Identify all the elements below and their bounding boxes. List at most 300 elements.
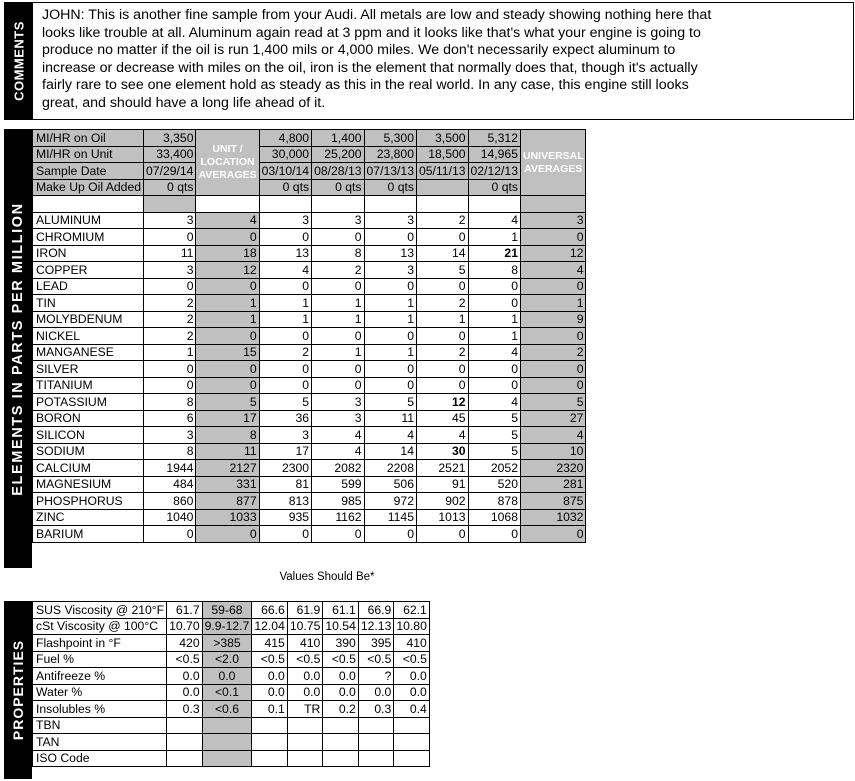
element-value: 1040 (144, 509, 196, 526)
element-value: 5 (416, 262, 468, 279)
property-value: <0.5 (167, 651, 203, 668)
property-value: <2.0 (202, 651, 252, 668)
element-value: 4 (312, 427, 364, 444)
property-value: <0.5 (252, 651, 288, 668)
property-value: 410 (394, 635, 430, 652)
element-value: 1 (520, 295, 585, 312)
element-value: 2320 (520, 460, 585, 477)
property-value: TR (287, 701, 323, 718)
sample-value: 30,000 (259, 146, 311, 163)
spacer-cell (416, 196, 468, 213)
element-value: 0 (144, 278, 196, 295)
property-value: 0.0 (167, 668, 203, 685)
element-value: 3 (259, 427, 311, 444)
element-value: 3 (312, 212, 364, 229)
spacer-cell (144, 196, 196, 213)
element-value: 4 (416, 427, 468, 444)
element-value: 0 (520, 328, 585, 345)
element-value: 45 (416, 410, 468, 427)
element-value: 484 (144, 476, 196, 493)
properties-table (32, 601, 430, 767)
element-value: 0 (364, 229, 416, 246)
element-value: 36 (259, 410, 311, 427)
element-row (33, 295, 586, 312)
element-value: 2 (144, 295, 196, 312)
element-value: 4 (196, 212, 259, 229)
element-value: 4 (259, 262, 311, 279)
header-row (33, 163, 586, 180)
spacer-cell (520, 196, 585, 213)
element-value: 0 (364, 361, 416, 378)
element-value: 30 (416, 443, 468, 460)
property-value: <0.5 (287, 651, 323, 668)
property-value: 410 (287, 635, 323, 652)
sample-value: 0 qts (259, 179, 311, 196)
property-name: TAN (33, 734, 167, 751)
elements-side-label: ELEMENTS IN PARTS PER MILLION (10, 201, 26, 496)
property-value (287, 717, 323, 734)
element-value: 0 (364, 328, 416, 345)
property-value (167, 734, 203, 751)
element-value: 0 (312, 278, 364, 295)
element-value: 0 (520, 526, 585, 543)
property-value: 0.3 (167, 701, 203, 718)
element-name: ALUMINUM (33, 212, 144, 229)
sample-value: 33,400 (144, 146, 196, 163)
property-value (323, 734, 359, 751)
element-value: 0 (196, 361, 259, 378)
property-value: 10.70 (167, 618, 203, 635)
element-value: 1145 (364, 509, 416, 526)
element-value: 2 (416, 212, 468, 229)
element-value: 12 (196, 262, 259, 279)
element-value: 91 (416, 476, 468, 493)
element-value: 0 (520, 278, 585, 295)
element-value: 3 (520, 212, 585, 229)
element-value: 6 (144, 410, 196, 427)
element-name: LEAD (33, 278, 144, 295)
element-name: MOLYBDENUM (33, 311, 144, 328)
element-value: 2208 (364, 460, 416, 477)
sample-value: 0 qts (364, 179, 416, 196)
property-value: 0.0 (323, 684, 359, 701)
sample-value: 14,965 (468, 146, 520, 163)
property-value: 0.0 (167, 684, 203, 701)
element-value: 4 (468, 344, 520, 361)
element-value: 0 (468, 377, 520, 394)
element-value: 935 (259, 509, 311, 526)
spacer-row (33, 196, 586, 213)
property-value: 0.0 (394, 684, 430, 701)
element-value: 0 (144, 377, 196, 394)
property-row (33, 651, 430, 668)
element-value: 2 (416, 295, 468, 312)
element-value: 5 (520, 394, 585, 411)
element-value: 813 (259, 493, 311, 510)
element-value: 3 (312, 410, 364, 427)
element-value: 1 (196, 295, 259, 312)
element-value: 1033 (196, 509, 259, 526)
element-value: 1 (468, 229, 520, 246)
element-value: 18 (196, 245, 259, 262)
element-value: 1 (312, 344, 364, 361)
element-name: BARIUM (33, 526, 144, 543)
sample-value: 02/12/13 (468, 163, 520, 180)
element-row (33, 509, 586, 526)
element-value: 1 (144, 344, 196, 361)
element-value: 12 (416, 394, 468, 411)
property-value: 0.0 (323, 668, 359, 685)
element-value: 13 (364, 245, 416, 262)
spacer-cell (33, 196, 144, 213)
element-row (33, 526, 586, 543)
element-value: 10 (520, 443, 585, 460)
element-value: 11 (196, 443, 259, 460)
element-value: 4 (520, 262, 585, 279)
element-name: COPPER (33, 262, 144, 279)
property-row (33, 717, 430, 734)
property-row (33, 635, 430, 652)
property-value: 0.0 (287, 668, 323, 685)
property-value (394, 750, 430, 767)
property-row (33, 684, 430, 701)
property-value (202, 734, 252, 751)
property-value: 59-68 (202, 602, 252, 619)
element-value: 3 (144, 262, 196, 279)
sample-value: 3,350 (144, 130, 196, 147)
element-value: 0 (196, 229, 259, 246)
property-name: TBN (33, 717, 167, 734)
sample-value: 23,800 (364, 146, 416, 163)
element-value: 2082 (312, 460, 364, 477)
property-value: 0.0 (252, 668, 288, 685)
element-value: 2127 (196, 460, 259, 477)
sample-value: 3,500 (416, 130, 468, 147)
element-value: 0 (259, 328, 311, 345)
property-value (323, 717, 359, 734)
element-value: 1 (364, 295, 416, 312)
element-name: SILICON (33, 427, 144, 444)
sample-value: 18,500 (416, 146, 468, 163)
element-name: MANGANESE (33, 344, 144, 361)
element-value: 0 (416, 377, 468, 394)
element-value: 599 (312, 476, 364, 493)
element-value: 0 (416, 328, 468, 345)
element-value: 0 (364, 278, 416, 295)
element-value: 4 (520, 427, 585, 444)
element-value: 5 (468, 427, 520, 444)
property-value (394, 717, 430, 734)
element-value: 0 (416, 278, 468, 295)
element-value: 1 (259, 295, 311, 312)
property-value: 12.13 (358, 618, 394, 635)
comments-text: JOHN: This is another fine sample from your Audi. All metals are low and steady showing nothing here that looks like trouble at all. Aluminum again read at 3 ppm and it looks like that's what your engine is going to produce no matter if the oil is run 1,400 mils or 4,000 miles. We don't necessarily expect aluminum to increase or decrease with miles on the oil, iron is the element that normally does that, though it's actually fairly rare to see one element hold as steady as this in the real world. In any case, this engine still looks great, and should have a long life ahead of it. (42, 7, 712, 111)
element-row (33, 245, 586, 262)
element-value: 1 (416, 311, 468, 328)
element-value: 0 (520, 377, 585, 394)
spacer-cell (364, 196, 416, 213)
element-value: 1032 (520, 509, 585, 526)
property-value (323, 750, 359, 767)
sample-value: 0 qts (312, 179, 364, 196)
property-name: SUS Viscosity @ 210°F (33, 602, 167, 619)
element-value: 0 (144, 526, 196, 543)
property-row (33, 602, 430, 619)
element-value: 3 (312, 394, 364, 411)
property-name: Fuel % (33, 651, 167, 668)
element-row (33, 476, 586, 493)
property-value: 0.2 (323, 701, 359, 718)
element-value: 0 (416, 526, 468, 543)
property-value: 0.0 (252, 684, 288, 701)
element-value: 2 (144, 311, 196, 328)
element-row (33, 361, 586, 378)
element-value: 3 (364, 262, 416, 279)
element-value: 1 (364, 311, 416, 328)
property-value: 0.0 (358, 684, 394, 701)
element-name: ZINC (33, 509, 144, 526)
element-value: 985 (312, 493, 364, 510)
property-value: 415 (252, 635, 288, 652)
property-value (358, 750, 394, 767)
element-value: 520 (468, 476, 520, 493)
property-value: 61.7 (167, 602, 203, 619)
property-value: <0.5 (323, 651, 359, 668)
sample-value: 08/28/13 (312, 163, 364, 180)
property-value: 0.3 (358, 701, 394, 718)
element-value: 0 (312, 328, 364, 345)
sample-value (416, 179, 468, 196)
element-name: SILVER (33, 361, 144, 378)
element-name: BORON (33, 410, 144, 427)
element-value: 878 (468, 493, 520, 510)
element-row (33, 427, 586, 444)
element-value: 0 (468, 278, 520, 295)
property-value: 10.80 (394, 618, 430, 635)
element-value: 2521 (416, 460, 468, 477)
element-value: 4 (468, 394, 520, 411)
element-value: 14 (416, 245, 468, 262)
element-name: TIN (33, 295, 144, 312)
element-value: 0 (312, 526, 364, 543)
element-value: 1 (259, 311, 311, 328)
header-row-label: Sample Date (33, 163, 144, 180)
element-value: 2 (259, 344, 311, 361)
element-value: 0 (364, 377, 416, 394)
values-should-be-label: Values Should Be* (279, 571, 375, 583)
property-value: 10.54 (323, 618, 359, 635)
property-value (202, 750, 252, 767)
property-value (167, 750, 203, 767)
element-value: 1 (196, 311, 259, 328)
element-name: SODIUM (33, 443, 144, 460)
elements-table (32, 129, 586, 543)
spacer-cell (468, 196, 520, 213)
property-value: <0.5 (358, 651, 394, 668)
element-value: 15 (196, 344, 259, 361)
property-name: Insolubles % (33, 701, 167, 718)
element-value: 3 (364, 212, 416, 229)
element-value: 0 (364, 526, 416, 543)
element-value: 8 (144, 443, 196, 460)
element-name: CHROMIUM (33, 229, 144, 246)
element-value: 902 (416, 493, 468, 510)
spacer-cell (259, 196, 311, 213)
property-value (358, 734, 394, 751)
element-value: 0 (468, 526, 520, 543)
property-value (252, 750, 288, 767)
properties-side-label: PROPERTIES (10, 639, 26, 741)
element-value: 1 (312, 295, 364, 312)
element-row (33, 344, 586, 361)
header-row-label: MI/HR on Oil (33, 130, 144, 147)
element-value: 8 (144, 394, 196, 411)
element-value: 4 (364, 427, 416, 444)
property-value: 61.9 (287, 602, 323, 619)
element-value: 972 (364, 493, 416, 510)
sample-value: 07/29/14 (144, 163, 196, 180)
element-value: 3 (259, 212, 311, 229)
property-value: 66.6 (252, 602, 288, 619)
element-value: 0 (416, 361, 468, 378)
property-value: 0.4 (394, 701, 430, 718)
element-name: CALCIUM (33, 460, 144, 477)
property-value: 0.0 (287, 684, 323, 701)
element-value: 11 (144, 245, 196, 262)
element-value: 0 (520, 361, 585, 378)
property-value (287, 750, 323, 767)
element-value: 0 (196, 377, 259, 394)
spacer-cell (196, 196, 259, 213)
element-value: 2 (416, 344, 468, 361)
header-row (33, 146, 586, 163)
element-row (33, 493, 586, 510)
element-value: 5 (364, 394, 416, 411)
property-value: 0.1 (252, 701, 288, 718)
element-value: 0 (520, 229, 585, 246)
property-value: 390 (323, 635, 359, 652)
element-value: 4 (312, 443, 364, 460)
element-value: 0 (144, 229, 196, 246)
element-name: TITANIUM (33, 377, 144, 394)
element-value: 0 (312, 377, 364, 394)
element-value: 8 (196, 427, 259, 444)
element-name: IRON (33, 245, 144, 262)
element-value: 2 (144, 328, 196, 345)
element-value: 0 (259, 377, 311, 394)
property-value (167, 717, 203, 734)
sample-value: 5,300 (364, 130, 416, 147)
property-name: cSt Viscosity @ 100°C (33, 618, 167, 635)
element-value: 1068 (468, 509, 520, 526)
property-value (252, 734, 288, 751)
element-row (33, 311, 586, 328)
element-value: 5 (468, 443, 520, 460)
element-value: 12 (520, 245, 585, 262)
element-value: 1 (468, 311, 520, 328)
sample-value: 07/13/13 (364, 163, 416, 180)
element-value: 0 (259, 278, 311, 295)
element-value: 0 (196, 328, 259, 345)
element-row (33, 328, 586, 345)
element-value: 11 (364, 410, 416, 427)
element-row (33, 377, 586, 394)
element-name: NICKEL (33, 328, 144, 345)
element-value: 4 (468, 212, 520, 229)
element-value: 0 (259, 361, 311, 378)
sample-value: 05/11/13 (416, 163, 468, 180)
element-value: 281 (520, 476, 585, 493)
element-value: 0 (196, 278, 259, 295)
element-value: 0 (468, 361, 520, 378)
property-value (358, 717, 394, 734)
sample-value: 25,200 (312, 146, 364, 163)
property-row (33, 750, 430, 767)
property-value (202, 717, 252, 734)
element-name: MAGNESIUM (33, 476, 144, 493)
element-value: 2052 (468, 460, 520, 477)
property-name: Antifreeze % (33, 668, 167, 685)
property-value: ? (358, 668, 394, 685)
element-value: 14 (364, 443, 416, 460)
element-value: 1013 (416, 509, 468, 526)
element-value: 2 (520, 344, 585, 361)
property-name: Water % (33, 684, 167, 701)
element-value: 1162 (312, 509, 364, 526)
property-row (33, 618, 430, 635)
property-value (394, 734, 430, 751)
element-value: 27 (520, 410, 585, 427)
element-value: 1 (468, 328, 520, 345)
element-value: 0 (416, 229, 468, 246)
element-value: 877 (196, 493, 259, 510)
property-value: >385 (202, 635, 252, 652)
element-name: POTASSIUM (33, 394, 144, 411)
property-value: 420 (167, 635, 203, 652)
comments-side-label: COMMENTS (11, 21, 27, 101)
comments-box (4, 2, 854, 120)
element-value: 5 (468, 410, 520, 427)
sample-value: 0 qts (468, 179, 520, 196)
comments-side-label-bar (5, 3, 33, 119)
element-value: 2 (312, 262, 364, 279)
spacer-cell (312, 196, 364, 213)
element-value: 1 (312, 311, 364, 328)
element-value: 0 (196, 526, 259, 543)
properties-side-label-bar (4, 601, 32, 779)
element-value: 5 (259, 394, 311, 411)
element-row (33, 212, 586, 229)
element-row (33, 460, 586, 477)
element-name: PHOSPHORUS (33, 493, 144, 510)
element-value: 13 (259, 245, 311, 262)
element-value: 17 (196, 410, 259, 427)
elements-side-label-bar (4, 129, 32, 568)
property-row (33, 701, 430, 718)
element-row (33, 262, 586, 279)
sample-value: 03/10/14 (259, 163, 311, 180)
property-value: 0.0 (202, 668, 252, 685)
universal-averages-header: UNIVERSAL AVERAGES (520, 130, 585, 196)
property-row (33, 668, 430, 685)
element-row (33, 394, 586, 411)
sample-value: 5,312 (468, 130, 520, 147)
element-value: 0 (312, 361, 364, 378)
element-row (33, 229, 586, 246)
element-value: 0 (468, 295, 520, 312)
element-value: 21 (468, 245, 520, 262)
element-row (33, 278, 586, 295)
